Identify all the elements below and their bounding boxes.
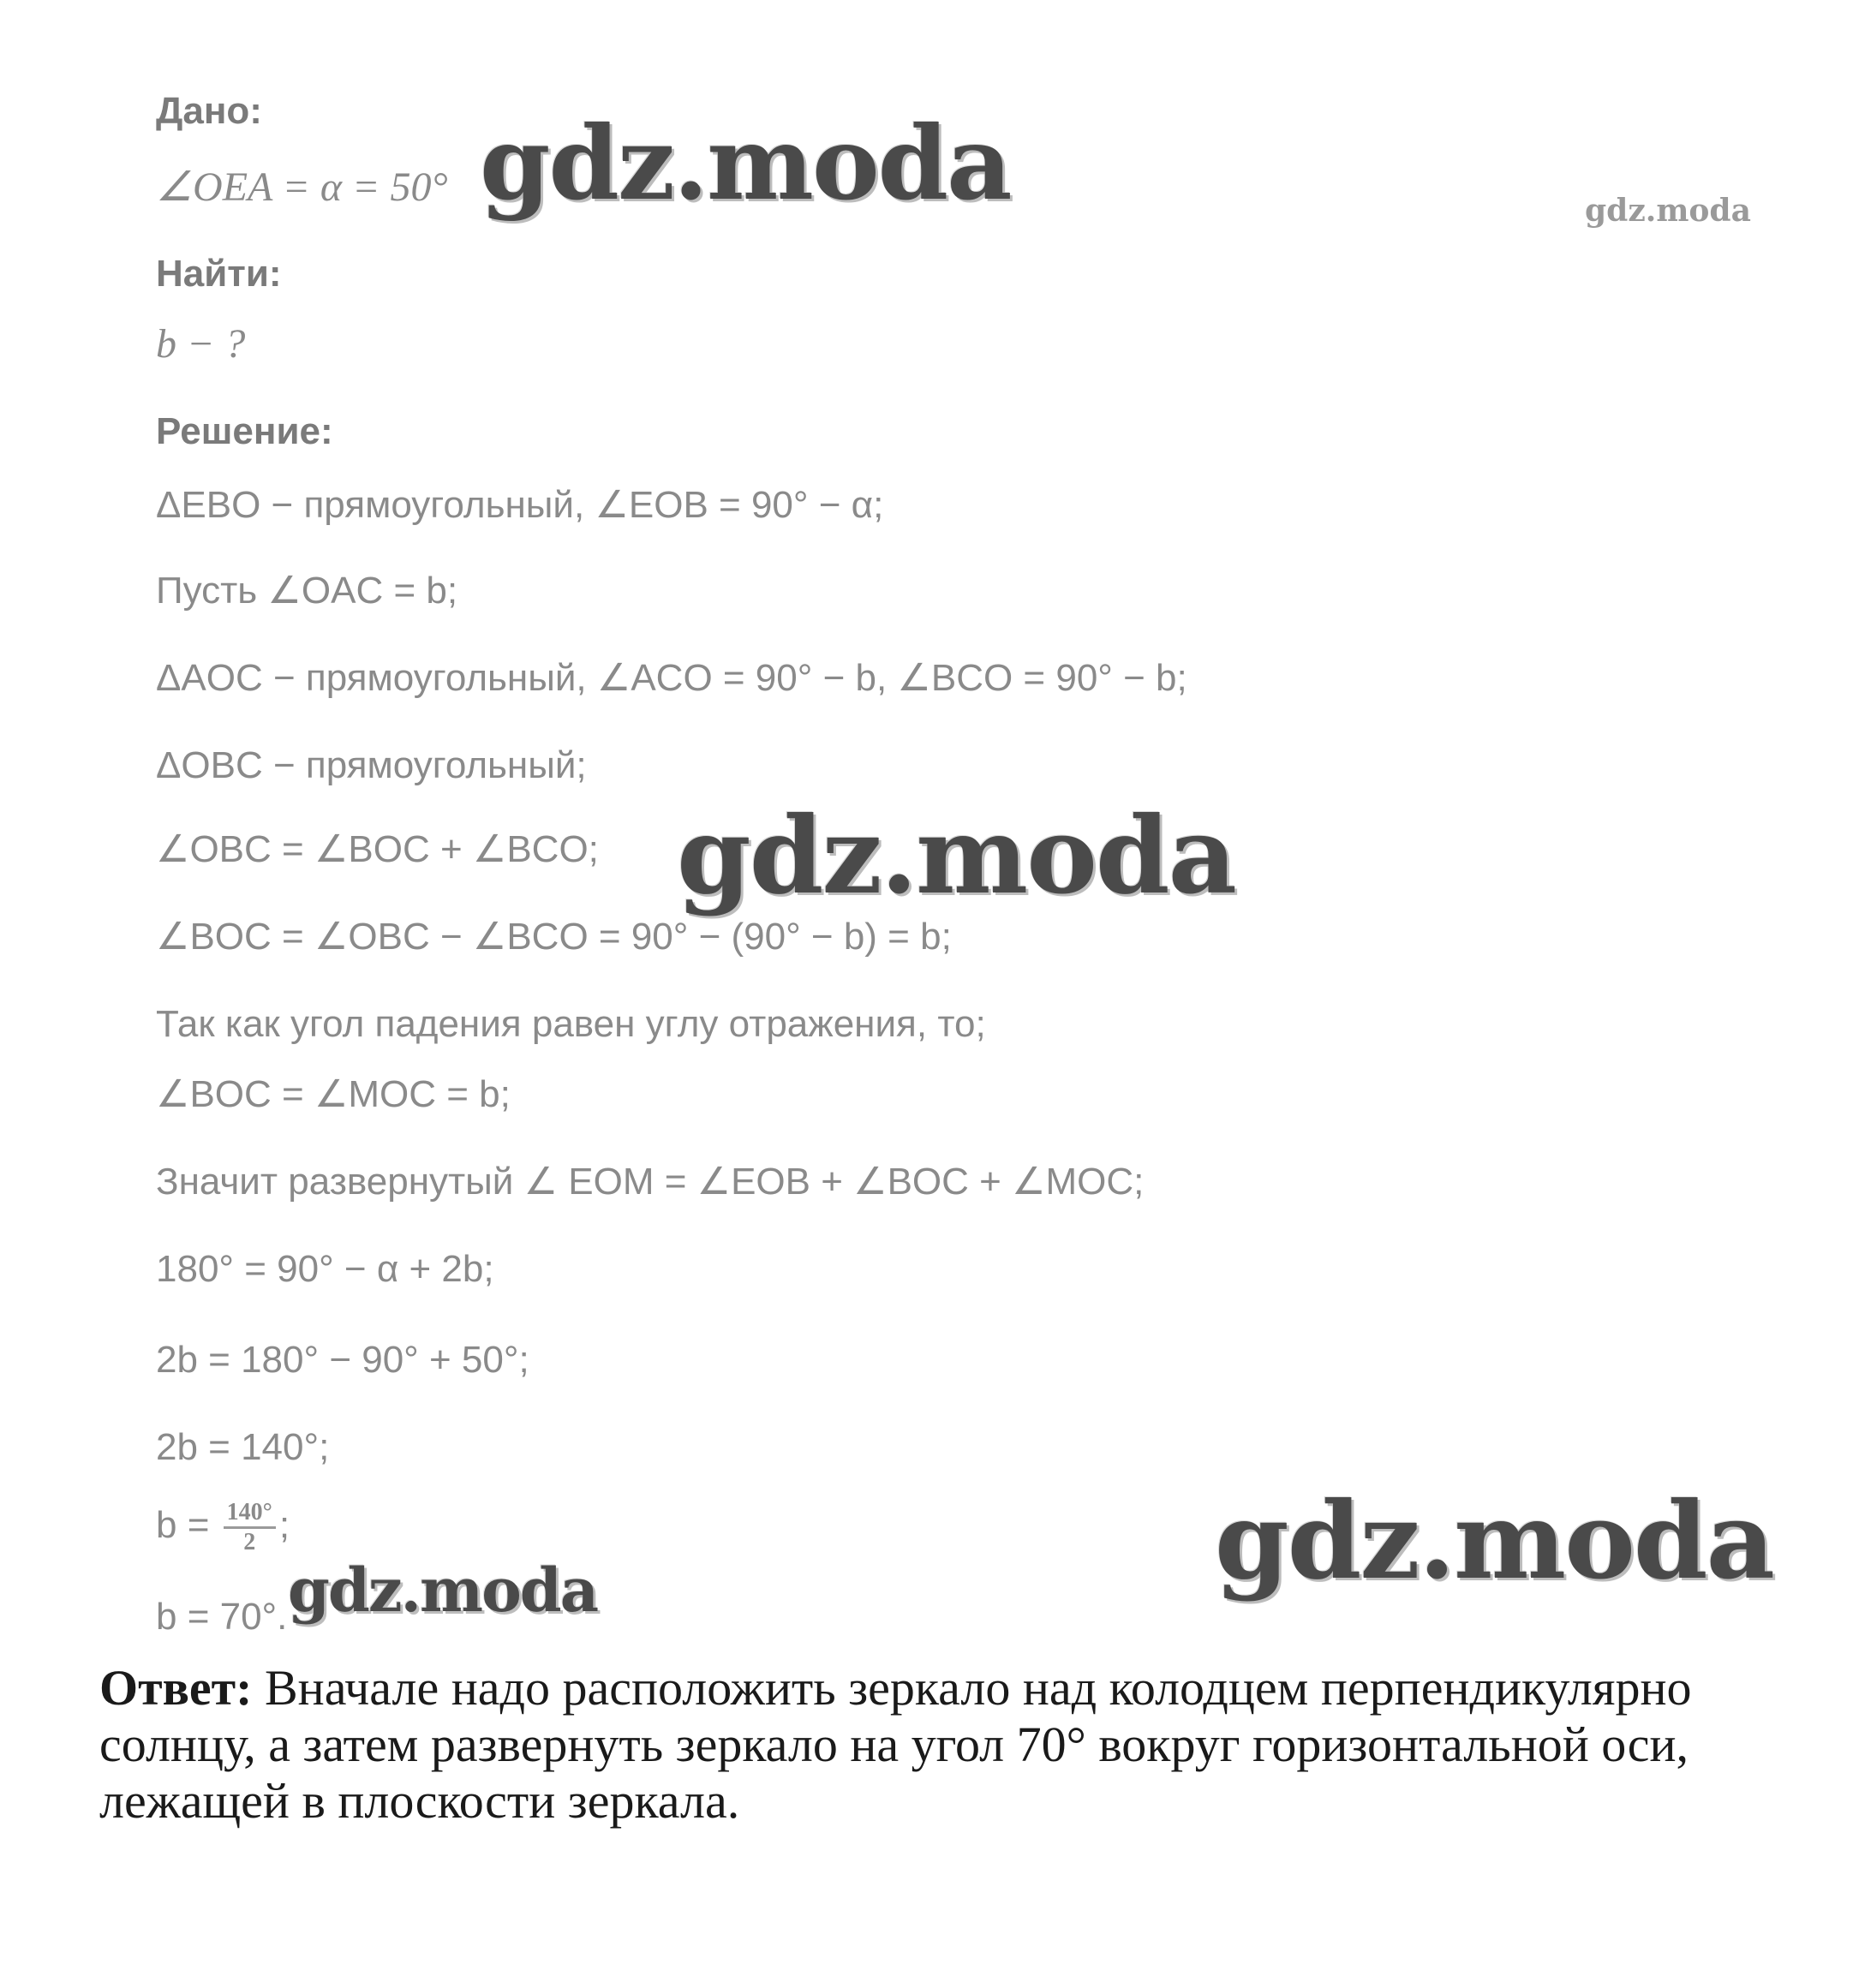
find-heading: Найти: — [156, 253, 282, 295]
watermark-logo: gdz.moda — [1215, 1479, 1773, 1603]
solution-line-1: ΔEBO − прямоугольный, ∠EOB = 90° − α; — [156, 484, 884, 526]
solution-line-2: Пусть ∠OAC = b; — [156, 570, 458, 612]
solution-line-12: 2b = 140°; — [156, 1426, 330, 1468]
solution-line-8: ∠BOC = ∠MOC = b; — [156, 1073, 511, 1115]
answer-text: Вначале надо расположить зеркало над колодцем перпендикулярно солнцу, а затем развернуть зеркало на угол 70° вокруг горизонтальной оси, лежащей в плоскости зеркала. — [99, 1660, 1692, 1829]
fraction — [224, 1501, 276, 1555]
solution-final-line: b = 70°. — [156, 1596, 288, 1638]
fraction-prefix: b = — [156, 1504, 220, 1547]
answer-label: Ответ: — [99, 1660, 253, 1716]
answer-paragraph — [99, 1660, 1804, 1830]
watermark-logo-small: gdz.moda — [1585, 193, 1751, 229]
solution-line-7: Так как угол падения равен углу отражения, то; — [156, 1003, 986, 1045]
fraction-denominator: 2 — [243, 1529, 256, 1555]
solution-line-5: ∠OBC = ∠BOC + ∠BCO; — [156, 828, 599, 870]
fraction-numerator: 140° — [224, 1501, 276, 1529]
find-value: b − ? — [156, 321, 246, 367]
given-heading: Дано: — [156, 90, 262, 132]
solution-fraction-line — [156, 1501, 290, 1555]
watermark-logo: gdz.moda — [288, 1555, 598, 1626]
fraction-suffix: ; — [278, 1504, 290, 1547]
solution-line-6: ∠BOC = ∠OBC − ∠BCO = 90° − (90° − b) = b; — [156, 916, 952, 958]
solution-line-4: ΔOBC − прямоугольный; — [156, 744, 587, 786]
watermark-logo: gdz.moda — [677, 794, 1235, 918]
solution-line-10: 180° = 90° − α + 2b; — [156, 1248, 494, 1290]
solution-line-3: ΔAOC − прямоугольный, ∠ACO = 90° − b, ∠BCO = 90° − b; — [156, 657, 1187, 699]
solution-line-9: Значит развернутый ∠ EOM = ∠EOB + ∠BOC + ∠MOC; — [156, 1161, 1145, 1203]
watermark-logo: gdz.moda — [480, 104, 1011, 223]
solution-heading: Решение: — [156, 410, 333, 452]
solution-line-11: 2b = 180° − 90° + 50°; — [156, 1339, 529, 1381]
given-value: ∠OEA = α = 50° — [156, 164, 448, 210]
